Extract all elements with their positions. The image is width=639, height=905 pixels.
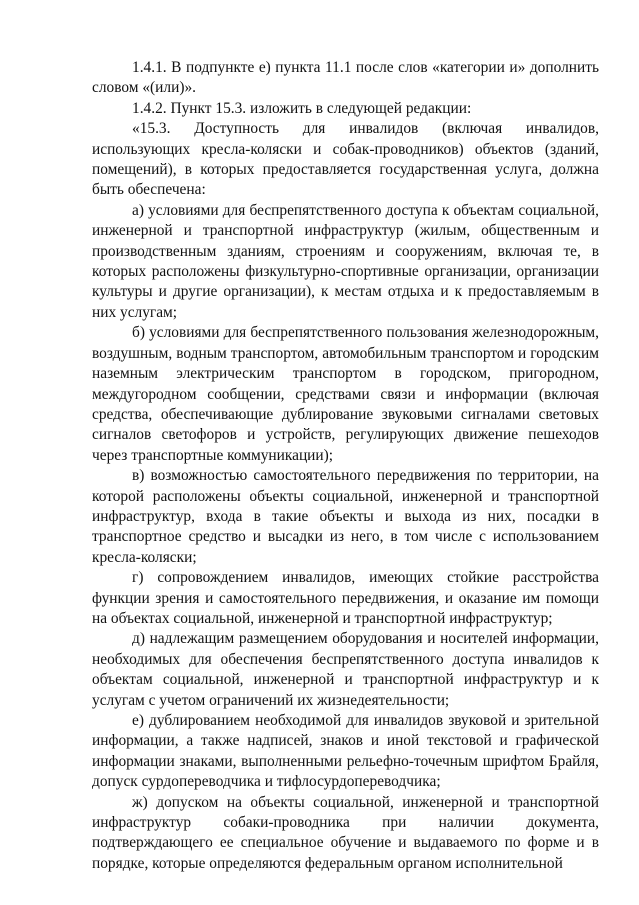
paragraph-item-a: а) условиями для беспрепятственного доступа к объектам социальной, инженерной и транспортной инфраструктур (жилым, общественным и производственным зданиям, строениям и сооружениям, включая те, в которых расположены физкультурно-спортивные организации, организации культуры и другие организации), к местам отдыха и к предоставляемым в них услугам; bbox=[92, 201, 599, 321]
paragraph-1-4-1: 1.4.1. В подпункте е) пункта 11.1 после слов «категории и» дополнить словом «(или)». bbox=[92, 59, 599, 97]
paragraph-item-zh: ж) допуском на объекты социальной, инженерной и транспортной инфраструктур собаки-проводника при наличии документа, подтверждающего ее специальное обучение и выдаваемого по форме и в порядке, которые определяются федеральным органом исполнительной bbox=[92, 793, 599, 872]
paragraph-item-d: д) надлежащим размещением оборудования и носителей информации, необходимых для обеспечения беспрепятственного доступа инвалидов к объектам социальной, инженерной и транспортной инфраструктур и к услугам с учетом ограничений их жизнедеятельности; bbox=[92, 630, 599, 709]
paragraph-item-b: б) условиями для беспрепятственного пользования железнодорожным, воздушным, водным транспортом, автомобильным транспортом и городским наземным электрическим транспортом в городском, пригородном, междугородном сообщении, средствами связи и информации (включая средства, обеспечивающие дублирование звуковыми сигналами световых сигналов светофоров и устройств, регулирующих движение пешеходов через транспортные коммуникации); bbox=[92, 324, 599, 464]
paragraph-item-v: в) возможностью самостоятельного передвижения по территории, на которой расположены объекты социальной, инженерной и транспортной инфраструктур, входа в такие объекты и выхода из них, посадки в транспортное средство и высадки из него, в том числе с использованием кресла-коляски; bbox=[92, 467, 599, 566]
paragraph-15-3-intro: «15.3. Доступность для инвалидов (включая инвалидов, использующих кресла-коляски и собак-проводников) объектов (зданий, помещений), в которых предоставляется государственная услуга, должна быть обеспечена: bbox=[92, 120, 599, 199]
paragraph-1-4-2: 1.4.2. Пункт 15.3. изложить в следующей редакции: bbox=[132, 99, 472, 117]
paragraph-item-e: е) дублированием необходимой для инвалидов звуковой и зрительной информации, а также надписей, знаков и иной текстовой и графической информации знаками, выполненными рельефно-точечным шрифтом Брайля, допуск сурдопереводчика и тифлосурдопереводчика; bbox=[92, 712, 599, 791]
paragraph-item-g: г) сопровождением инвалидов, имеющих стойкие расстройства функции зрения и самостоятельного передвижения, и оказание им помощи на объектах социальной, инженерной и транспортной инфраструктур; bbox=[92, 569, 599, 627]
